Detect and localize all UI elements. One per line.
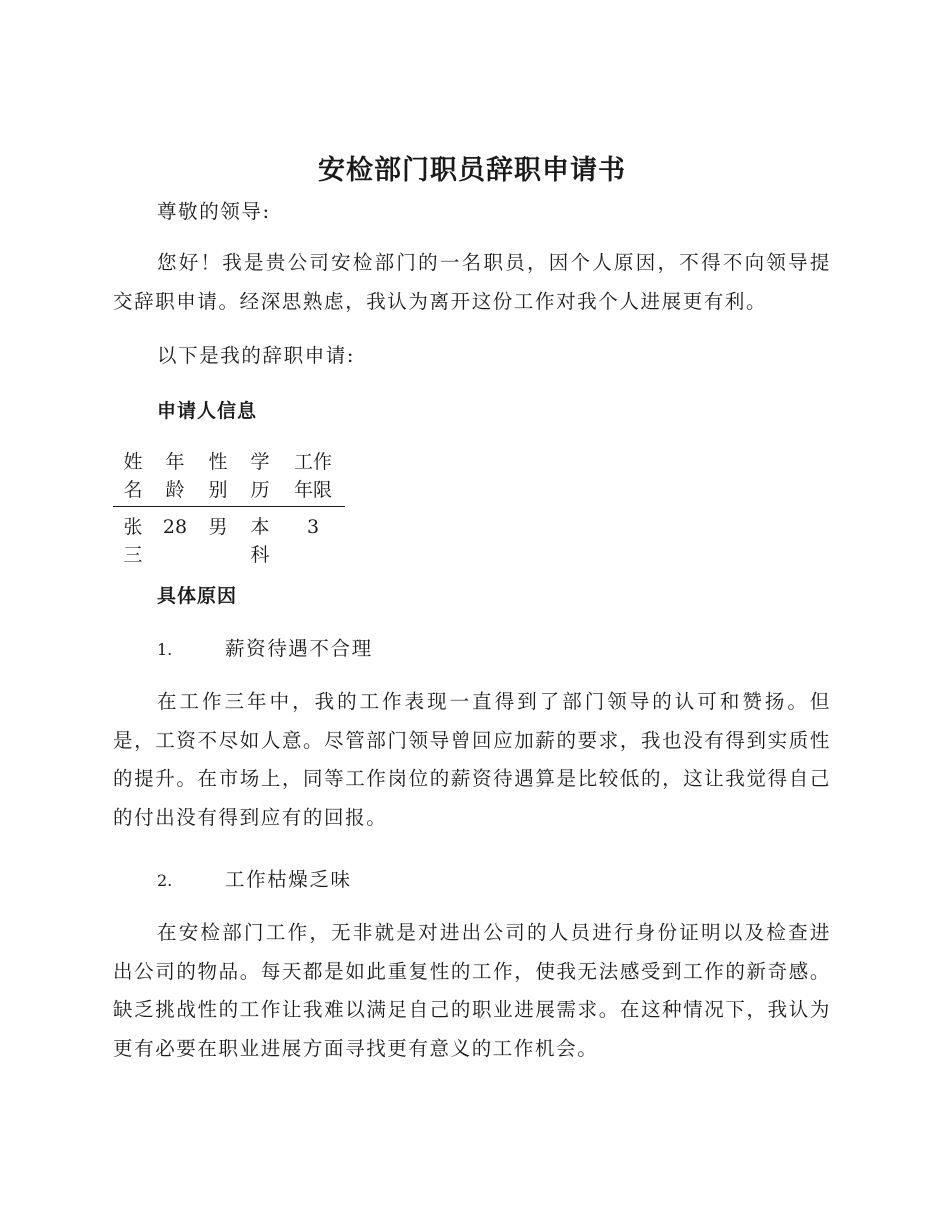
document-title: 安检部门职员辞职申请书: [318, 155, 626, 186]
cell-work-years: 3: [306, 516, 320, 538]
table-row: [113, 507, 345, 570]
cell-name: 张三: [123, 516, 143, 566]
reasons-heading: 具体原因: [157, 585, 238, 607]
header-work-years: 工作年限: [293, 451, 332, 501]
reason-1-label: 薪资待遇不合理: [225, 637, 373, 660]
reason-2-number: 2.: [157, 871, 173, 890]
cell-gender: 男: [208, 516, 228, 538]
applicant-info-heading: 申请人信息: [157, 400, 258, 422]
header-age: 年龄: [165, 451, 185, 501]
cell-age: 28: [162, 516, 188, 538]
reason-1-body: 在工作三年中，我的工作表现一直得到了部门领导的认可和赞扬。但是，工资不尽如人意。尽管部门领导曾回应加薪的要求，我也没有得到实质性的提升。在市场上，同等工作岗位的薪资待遇算是比较低的，这让我觉得自己的付出没有得到应有的回报。: [113, 690, 831, 829]
header-education: 学历: [250, 451, 270, 501]
applicant-info-table: [113, 448, 345, 569]
header-name: 姓名: [123, 451, 143, 501]
reason-2-label: 工作枯燥乏味: [225, 868, 352, 891]
reason-1-title: [157, 633, 373, 661]
cell-education: 本科: [250, 516, 270, 566]
intro-paragraph: 您好！我是贵公司安检部门的一名职员，因个人原因，不得不向领导提交辞职申请。经深思熟虑，我认为离开这份工作对我个人进展更有利。: [113, 251, 831, 313]
reason-2-body: 在安检部门工作，无非就是对进出公司的人员进行身份证明以及检查进出公司的物品。每天都是如此重复性的工作，使我无法感受到工作的新奇感。缺乏挑战性的工作让我难以满足自己的职业进展需求。在这种情况下，我认为更有必要在职业进展方面寻找更有意义的工作机会。: [113, 921, 831, 1060]
header-gender: 性别: [208, 451, 228, 501]
reason-2-title: [157, 864, 352, 892]
reason-1-number: 1.: [157, 640, 173, 659]
table-header-row: [113, 448, 345, 507]
salutation: 尊敬的领导:: [157, 200, 271, 223]
lead-paragraph: 以下是我的辞职申请:: [157, 344, 356, 367]
